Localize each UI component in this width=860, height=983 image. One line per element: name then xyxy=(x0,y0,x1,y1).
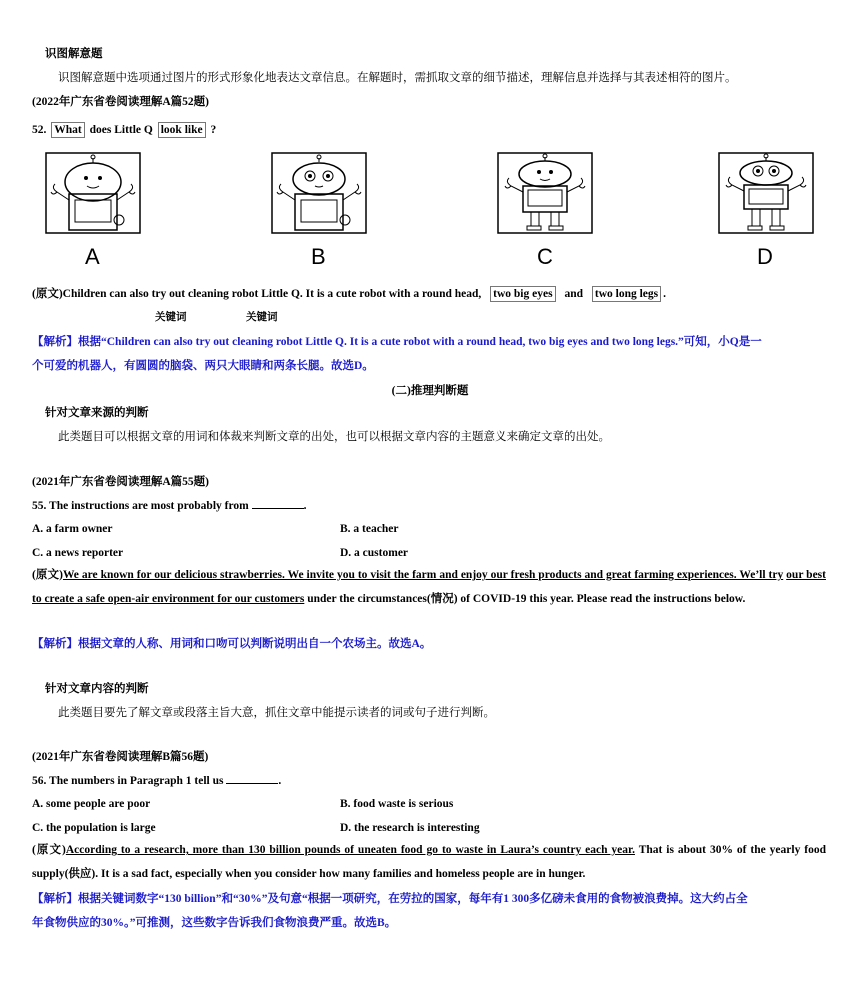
q56-stem xyxy=(32,773,281,789)
q52-keyword-box-look-like: look like xyxy=(158,122,206,138)
q56-original-prefix: (原文) xyxy=(32,844,66,856)
q56-analysis-line2: 年食物供应的30%。”可推测，这些数字告诉我们食物浪费严重。故选B。 xyxy=(32,917,397,929)
keyword-label-2: 关键词 xyxy=(246,312,278,323)
q56-original-text xyxy=(32,839,826,886)
robot-image-c xyxy=(497,152,593,234)
option-label-a: A xyxy=(85,244,100,269)
q55-original-rest: under the circumstances(情况) of COVID-19 this year. Please read the instructions xyxy=(304,592,712,605)
q55-option-b: B. a teacher xyxy=(340,523,399,535)
q55-original-text xyxy=(32,564,826,611)
section-heading-picture: 识图解意题 xyxy=(45,48,103,60)
q52-number: 52. xyxy=(32,124,47,136)
keyword-box-two-big-eyes: two big eyes xyxy=(490,286,555,302)
q56-option-b: B. food waste is serious xyxy=(340,798,454,810)
q56-analysis-line1: 【解析】根据关键词数字“130 billion”和“30%”及句意“根据一项研究，在劳拉的国家，每年有1 300多亿磅未食用的食物被浪费掉。这大约占全 xyxy=(32,893,748,905)
robot-image-d xyxy=(718,152,814,234)
q56-option-d: D. the research is interesting xyxy=(340,822,480,834)
robot-image-a xyxy=(45,152,141,234)
q52-original-text xyxy=(32,286,666,302)
subsection-intro-source: 此类题目可以根据文章的用词和体裁来判断文章的出处，也可以根据文章内容的主题意义来确定文章的出处。 xyxy=(58,431,610,443)
q55-analysis: 【解析】根据文章的人称、用词和口吻可以判断说明出自一个农场主。故选A。 xyxy=(32,638,432,650)
q56-original-rest: That is about 30% of the yearly xyxy=(634,844,801,856)
q52-analysis-line1: 【解析】根据“Children can also try out cleaning robot Little Q. It is a cute robot with a round head, two big eyes and two long legs.”可知，小Q是一 xyxy=(32,336,762,348)
q55-original-underlined-2: our best to create a safe open-air environment for our customers xyxy=(32,569,826,605)
q52-stem xyxy=(32,122,216,138)
q56-original-line2: food supply(供应). It is a sad fact, especially when you consider how many families and homeless people are in hunger. xyxy=(32,844,826,880)
keyword-label-1: 关键词 xyxy=(155,312,187,323)
q55-option-a: A. a farm owner xyxy=(32,523,113,535)
q55-source: (2021年广东省卷阅读理解A篇55题) xyxy=(32,476,209,488)
subsection-heading-content: 针对文章内容的判断 xyxy=(45,683,149,695)
q52-original-end: . xyxy=(663,288,666,300)
robot-image-b xyxy=(271,152,367,234)
q52-middle-text: does Little Q xyxy=(89,124,153,136)
q55-option-d: D. a customer xyxy=(340,547,409,559)
subsection-intro-content: 此类题目要先了解文章或段落主旨大意，抓住文章中能提示读者的词或句子进行判断。 xyxy=(58,707,495,719)
q55-stem-text: 55. The instructions are most probably from xyxy=(32,500,249,512)
q52-original-prefix: (原文)Children can also try out cleaning robot Little Q. It is a cute robot with a round head, xyxy=(32,288,482,300)
q52-source: (2022年广东省卷阅读理解A篇52题) xyxy=(32,96,209,108)
keyword-box-two-long-legs: two long legs xyxy=(592,286,661,302)
option-label-b: B xyxy=(311,244,326,269)
q56-stem-text: 56. The numbers in Paragraph 1 tell us xyxy=(32,775,224,787)
q52-original-and: and xyxy=(564,288,583,300)
q56-original-underlined: According to a research, more than 130 billion pounds of uneaten food go to waste in Laura’s country each year. xyxy=(65,844,635,856)
q55-original-prefix: (原文) xyxy=(32,569,63,581)
q55-original-line3: below. xyxy=(714,592,746,605)
q55-original-underlined-1: We are known for our delicious strawberries. We invite you to visit the farm and enjoy our fresh products and great farming experiences. We’ll try xyxy=(62,569,784,581)
option-label-d: D xyxy=(757,244,773,269)
q55-stem-end: . xyxy=(303,500,307,512)
q55-answer-blank xyxy=(252,498,304,509)
q52-question-mark: ? xyxy=(210,124,217,136)
section-title-inference: (二)推理判断题 xyxy=(391,385,469,397)
subsection-heading-source: 针对文章来源的判断 xyxy=(45,407,149,419)
q56-stem-end: . xyxy=(278,775,282,787)
q56-answer-blank xyxy=(226,773,278,784)
section-intro-picture: 识图解意题中选项通过图片的形式形象化地表达文章信息。在解题时，需抓取文章的细节描述，理解信息并选择与其表述相符的图片。 xyxy=(58,72,737,84)
q56-option-c: C. the population is large xyxy=(32,822,156,834)
q52-keyword-box-what: What xyxy=(51,122,84,138)
q55-stem xyxy=(32,498,306,514)
option-label-c: C xyxy=(537,244,553,269)
q55-option-c: C. a news reporter xyxy=(32,547,124,559)
q56-option-a: A. some people are poor xyxy=(32,798,151,810)
q56-source: (2021年广东省卷阅读理解B篇56题) xyxy=(32,751,209,763)
q52-analysis-line2: 个可爱的机器人，有圆圆的脑袋、两只大眼睛和两条长腿。故选D。 xyxy=(32,360,374,372)
